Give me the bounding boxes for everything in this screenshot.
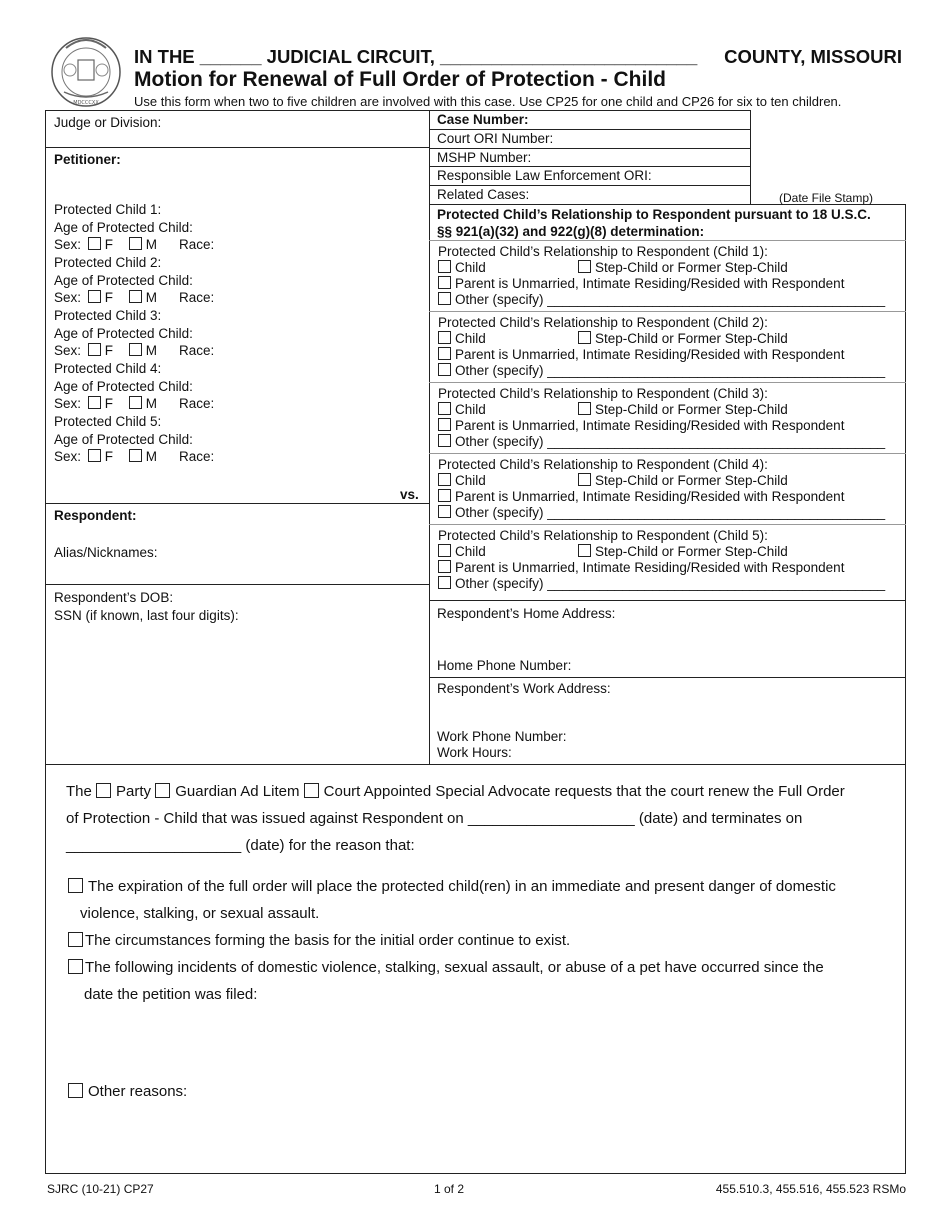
missouri-state-seal-icon: [44, 30, 128, 108]
checkbox-icon[interactable]: [438, 560, 451, 573]
rule: [45, 764, 906, 765]
checkbox-icon[interactable]: [68, 959, 83, 974]
checkbox-icon[interactable]: [129, 290, 142, 303]
ssn-label: SSN (if known, last four digits):: [54, 608, 239, 623]
reason-circumstances: The circumstances forming the basis for the initial order continue to exist.: [68, 927, 570, 954]
checkbox-icon[interactable]: [68, 878, 83, 893]
child-age-label: Age of Protected Child:: [54, 220, 193, 235]
relationship-title: Protected Child’s Relationship to Respondent (Child 5):: [438, 528, 768, 543]
rule: [45, 503, 429, 504]
checkbox-icon[interactable]: [438, 418, 451, 431]
checkbox-icon[interactable]: [438, 434, 451, 447]
checkbox-icon[interactable]: [578, 473, 591, 486]
child-name-label: Protected Child 4:: [54, 361, 162, 376]
party-checkbox-icon[interactable]: [96, 783, 111, 798]
rule: [45, 147, 429, 148]
rule: [429, 311, 906, 312]
child-option[interactable]: Child: [438, 260, 486, 276]
child-age-label: Age of Protected Child:: [54, 273, 193, 288]
checkbox-icon[interactable]: [88, 449, 101, 462]
child-age-label: Age of Protected Child:: [54, 432, 193, 447]
relationship-title: Protected Child’s Relationship to Respondent (Child 3):: [438, 386, 768, 401]
child-option[interactable]: Child: [438, 331, 486, 347]
child-name-label: Protected Child 2:: [54, 255, 162, 270]
checkbox-icon[interactable]: [438, 260, 451, 273]
casa-checkbox-icon[interactable]: [304, 783, 319, 798]
child-option[interactable]: Child: [438, 402, 486, 418]
respondent-dob-label: Respondent’s DOB:: [54, 590, 174, 605]
checkbox-icon[interactable]: [438, 363, 451, 376]
checkbox-icon[interactable]: [129, 237, 142, 250]
rule: [429, 382, 906, 383]
home-address-label: Respondent’s Home Address:: [437, 606, 616, 621]
frame-bottom: [45, 1173, 906, 1174]
frame-left: [45, 110, 46, 1174]
other-option[interactable]: Other (specify) _____________________________________________: [438, 505, 885, 521]
checkbox-icon[interactable]: [578, 331, 591, 344]
relationship-title: Protected Child’s Relationship to Respondent (Child 4):: [438, 457, 768, 472]
form-title: Motion for Renewal of Full Order of Protection - Child: [134, 68, 666, 91]
svg-text:MDCCCXX: MDCCCXX: [73, 100, 99, 106]
checkbox-icon[interactable]: [578, 260, 591, 273]
relationship-heading-2: §§ 921(a)(32) and 922(g)(8) determination:: [437, 224, 705, 239]
step-child-option[interactable]: Step-Child or Former Step-Child: [578, 473, 788, 489]
form-instructions: Use this form when two to five children are involved with this case. Use CP25 for one child and CP26 for six to ten children.: [134, 94, 842, 109]
judicial-circuit-blank[interactable]: ______: [199, 46, 262, 67]
child-sex-row: Sex: F M Race:: [54, 396, 215, 411]
case-number-label: Case Number:: [437, 112, 529, 127]
reason-danger: The expiration of the full order will place the protected child(ren) in an immediate and present danger of domestic: [68, 873, 836, 900]
court-ori-label: Court ORI Number:: [437, 131, 554, 146]
checkbox-icon[interactable]: [438, 292, 451, 305]
petitioner-label: Petitioner:: [54, 152, 121, 167]
rule: [429, 677, 906, 678]
statute-references: 455.510.3, 455.516, 455.523 RSMo: [715, 1182, 906, 1196]
rule: [429, 600, 906, 601]
rule: [429, 453, 906, 454]
reason-incidents: The following incidents of domestic violence, stalking, sexual assault, or abuse of a pet have occurred since the: [68, 954, 824, 981]
checkbox-icon[interactable]: [438, 505, 451, 518]
judicial-circuit-label: JUDICIAL CIRCUIT,: [266, 46, 435, 67]
reason-other: Other reasons:: [68, 1078, 187, 1105]
step-child-option[interactable]: Step-Child or Former Step-Child: [578, 544, 788, 560]
column-divider: [429, 110, 430, 765]
checkbox-icon[interactable]: [68, 932, 83, 947]
rule: [429, 524, 906, 525]
child-age-label: Age of Protected Child:: [54, 326, 193, 341]
checkbox-icon[interactable]: [438, 544, 451, 557]
date-file-stamp: (Date File Stamp): [779, 191, 874, 205]
step-child-option[interactable]: Step-Child or Former Step-Child: [578, 402, 788, 418]
checkbox-icon[interactable]: [438, 489, 451, 502]
form-id: SJRC (10-21) CP27: [47, 1182, 154, 1196]
law-ori-label: Responsible Law Enforcement ORI:: [437, 168, 652, 183]
child-name-label: Protected Child 5:: [54, 414, 162, 429]
county-missouri-label: COUNTY, MISSOURI: [724, 46, 902, 67]
rule: [429, 148, 750, 149]
reason-danger-cont: violence, stalking, or sexual assault.: [80, 905, 320, 922]
step-child-option[interactable]: Step-Child or Former Step-Child: [578, 260, 788, 276]
child-name-label: Protected Child 1:: [54, 202, 162, 217]
checkbox-icon[interactable]: [129, 396, 142, 409]
related-cases-label: Related Cases:: [437, 187, 530, 202]
parent-option[interactable]: Parent is Unmarried, Intimate Residing/Resided with Respondent: [438, 347, 844, 363]
respondent-label: Respondent:: [54, 508, 137, 523]
in-the-label: IN THE: [134, 46, 195, 67]
relationship-title: Protected Child’s Relationship to Respondent (Child 1):: [438, 244, 768, 259]
motion-line-1: The Party Guardian Ad Litem Court Appointed Special Advocate requests that the court renew the Full Order: [66, 783, 845, 800]
county-blank[interactable]: _________________________: [440, 46, 698, 67]
checkbox-icon[interactable]: [88, 290, 101, 303]
work-phone-label: Work Phone Number:: [437, 729, 567, 744]
child-sex-row: Sex: F M Race:: [54, 237, 215, 252]
checkbox-icon[interactable]: [438, 402, 451, 415]
other-option[interactable]: Other (specify) _____________________________________________: [438, 292, 885, 308]
rule: [429, 129, 750, 130]
other-option[interactable]: Other (specify) _____________________________________________: [438, 363, 885, 379]
vs-label: vs.: [400, 487, 419, 502]
home-phone-label: Home Phone Number:: [437, 658, 572, 673]
alias-label: Alias/Nicknames:: [54, 545, 158, 560]
checkbox-icon[interactable]: [129, 343, 142, 356]
parent-option[interactable]: Parent is Unmarried, Intimate Residing/Resided with Respondent: [438, 489, 844, 505]
frame-top: [45, 110, 750, 111]
judge-division-label: Judge or Division:: [54, 115, 162, 130]
court-caption: [134, 46, 902, 68]
motion-line-3: _____________________ (date) for the reason that:: [66, 837, 415, 854]
child-sex-row: Sex: F M Race:: [54, 290, 215, 305]
relationship-heading: Protected Child’s Relationship to Respondent pursuant to 18 U.S.C.: [437, 207, 871, 222]
checkbox-icon[interactable]: [438, 276, 451, 289]
child-option[interactable]: Child: [438, 544, 486, 560]
checkbox-icon[interactable]: [68, 1083, 83, 1098]
rule: [429, 240, 906, 241]
gal-checkbox-icon[interactable]: [155, 783, 170, 798]
other-option[interactable]: Other (specify) _____________________________________________: [438, 576, 885, 592]
parent-option[interactable]: Parent is Unmarried, Intimate Residing/Resided with Respondent: [438, 560, 844, 576]
checkbox-icon[interactable]: [88, 396, 101, 409]
checkbox-icon[interactable]: [88, 237, 101, 250]
motion-line-2: of Protection - Child that was issued against Respondent on ____________________ (date) and terminates on: [66, 810, 803, 827]
parent-option[interactable]: Parent is Unmarried, Intimate Residing/Resided with Respondent: [438, 276, 844, 292]
case-box-right: [750, 110, 751, 204]
mshp-label: MSHP Number:: [437, 150, 532, 165]
rule: [429, 166, 750, 167]
other-option[interactable]: Other (specify) _____________________________________________: [438, 434, 885, 450]
child-name-label: Protected Child 3:: [54, 308, 162, 323]
child-sex-row: Sex: F M Race:: [54, 343, 215, 358]
checkbox-icon[interactable]: [129, 449, 142, 462]
work-hours-label: Work Hours:: [437, 745, 512, 760]
reason-incidents-cont: date the petition was filed:: [84, 986, 258, 1003]
work-address-label: Respondent’s Work Address:: [437, 681, 611, 696]
checkbox-icon[interactable]: [438, 576, 451, 589]
rule: [429, 185, 750, 186]
checkbox-icon[interactable]: [578, 402, 591, 415]
checkbox-icon[interactable]: [88, 343, 101, 356]
page-number: 1 of 2: [434, 1182, 465, 1196]
checkbox-icon[interactable]: [438, 347, 451, 360]
relationship-title: Protected Child’s Relationship to Respondent (Child 2):: [438, 315, 768, 330]
checkbox-icon[interactable]: [578, 544, 591, 557]
checkbox-icon[interactable]: [438, 331, 451, 344]
rule: [45, 584, 429, 585]
child-option[interactable]: Child: [438, 473, 486, 489]
child-age-label: Age of Protected Child:: [54, 379, 193, 394]
parent-option[interactable]: Parent is Unmarried, Intimate Residing/Resided with Respondent: [438, 418, 844, 434]
frame-right: [905, 204, 906, 1174]
checkbox-icon[interactable]: [438, 473, 451, 486]
step-child-option[interactable]: Step-Child or Former Step-Child: [578, 331, 788, 347]
child-sex-row: Sex: F M Race:: [54, 449, 215, 464]
